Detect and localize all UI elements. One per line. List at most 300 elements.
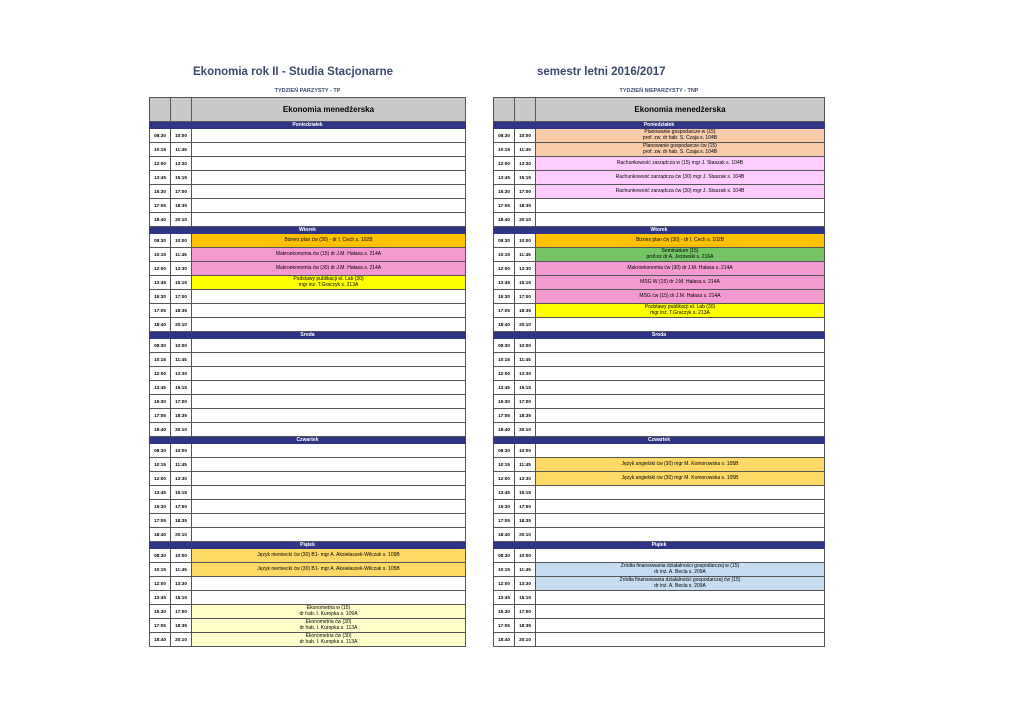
- slot-start-time: 15:30: [150, 500, 171, 514]
- empty-slot: [536, 423, 825, 437]
- time-slot-row: [494, 563, 825, 577]
- class-entry: [536, 129, 825, 143]
- class-entry: [192, 248, 466, 262]
- time-slot-row: [150, 290, 466, 304]
- time-slot-row: [150, 633, 466, 647]
- header-row: [150, 98, 466, 122]
- time-slot-row: [150, 500, 466, 514]
- empty-slot: [192, 395, 466, 409]
- class-entry-line: dr hab. I. Kuropka s. 113A: [299, 624, 358, 631]
- class-entry-line: Planowanie gospodarcze w (15): [644, 128, 716, 135]
- class-entry-line: dr inż. A. Becla s. 209A: [654, 568, 706, 575]
- slot-end-time: 10:00: [515, 549, 536, 563]
- slot-start-time: 08:30: [494, 339, 515, 353]
- slot-start-time: 17:05: [494, 409, 515, 423]
- time-slot-row: [494, 248, 825, 262]
- slot-end-time: 11:45: [515, 248, 536, 262]
- empty-slot: [192, 353, 466, 367]
- schedule-table-even-week: [149, 97, 466, 647]
- day-name: Poniedziałek: [494, 122, 825, 129]
- time-slot-row: [494, 381, 825, 395]
- slot-end-time: 13:30: [515, 262, 536, 276]
- class-entry-line: Ekonometria ćw (30): [305, 618, 352, 625]
- class-entry: [536, 563, 825, 577]
- day-header-row: [150, 122, 466, 129]
- time-slot-row: [150, 619, 466, 633]
- header-row: [494, 98, 825, 122]
- slot-start-time: 13:45: [150, 591, 171, 605]
- time-slot-row: [150, 591, 466, 605]
- empty-slot: [192, 171, 466, 185]
- empty-slot: [536, 605, 825, 619]
- class-entry-line: dr hab. I. Kuropka s. 109A: [299, 610, 358, 617]
- day-name: Czwartek: [494, 437, 825, 444]
- slot-end-time: 13:30: [171, 472, 192, 486]
- time-slot-row: [494, 367, 825, 381]
- time-slot-row: [150, 171, 466, 185]
- class-entry: [536, 577, 825, 591]
- slot-start-time: 10:15: [150, 353, 171, 367]
- time-slot-row: [150, 143, 466, 157]
- slot-end-time: 17:00: [171, 395, 192, 409]
- empty-slot: [192, 500, 466, 514]
- class-entry: [536, 248, 825, 262]
- slot-end-time: 15:15: [171, 591, 192, 605]
- slot-start-time: 13:45: [494, 276, 515, 290]
- empty-slot: [192, 409, 466, 423]
- class-entry-line: Rachunkowość zarządcza ćw (30) mgr J. Staszak s. 104B: [615, 187, 745, 194]
- time-slot-row: [150, 458, 466, 472]
- empty-slot: [536, 381, 825, 395]
- empty-slot: [536, 528, 825, 542]
- slot-end-time: 11:45: [515, 563, 536, 577]
- empty-slot: [192, 129, 466, 143]
- slot-end-time: 20:10: [171, 528, 192, 542]
- empty-slot: [536, 591, 825, 605]
- class-entry: [192, 276, 466, 290]
- slot-end-time: 10:00: [171, 444, 192, 458]
- class-entry: [192, 563, 466, 577]
- slot-end-time: 17:00: [171, 185, 192, 199]
- slot-end-time: 10:00: [515, 444, 536, 458]
- time-slot-row: [150, 563, 466, 577]
- day-header-row: [494, 542, 825, 549]
- day-name: Wtorek: [494, 227, 825, 234]
- day-name: Środa: [150, 332, 466, 339]
- slot-end-time: 13:30: [171, 577, 192, 591]
- slot-end-time: 13:30: [171, 157, 192, 171]
- slot-start-time: 12:00: [494, 577, 515, 591]
- time-slot-row: [494, 633, 825, 647]
- slot-start-time: 17:05: [150, 199, 171, 213]
- empty-slot: [192, 423, 466, 437]
- class-entry: [192, 549, 466, 563]
- class-entry-line: Język niemiecki ćw (30) B1- mgr A. Aksiełaszek-Wilczak s. 109B: [257, 551, 400, 558]
- empty-slot: [192, 486, 466, 500]
- time-slot-row: [150, 353, 466, 367]
- slot-end-time: 17:00: [515, 185, 536, 199]
- slot-end-time: 13:30: [171, 367, 192, 381]
- slot-start-time: 18:40: [150, 633, 171, 647]
- empty-slot: [536, 367, 825, 381]
- slot-end-time: 13:30: [515, 157, 536, 171]
- empty-slot: [536, 199, 825, 213]
- slot-end-time: 18:35: [171, 514, 192, 528]
- time-slot-row: [494, 276, 825, 290]
- class-entry-line: Podstawy publikacji el. Lab (30): [644, 303, 716, 310]
- slot-start-time: 13:45: [150, 276, 171, 290]
- empty-slot: [192, 199, 466, 213]
- empty-slot: [536, 339, 825, 353]
- empty-slot: [536, 318, 825, 332]
- slot-start-time: 18:40: [494, 528, 515, 542]
- class-entry: [536, 472, 825, 486]
- class-entry: [536, 185, 825, 199]
- time-slot-row: [494, 423, 825, 437]
- class-entry-line: Źródła finansowania działalności gospodarczej ćw (15): [619, 576, 741, 583]
- time-slot-row: [494, 500, 825, 514]
- slot-start-time: 18:40: [494, 633, 515, 647]
- slot-end-time: 20:10: [515, 528, 536, 542]
- slot-start-time: 12:00: [494, 262, 515, 276]
- empty-slot: [536, 500, 825, 514]
- slot-end-time: 18:35: [515, 409, 536, 423]
- class-entry: [192, 262, 466, 276]
- class-entry-line: Źródła finansowania działalności gospodarczej w (15): [620, 562, 740, 569]
- slot-start-time: 18:40: [494, 423, 515, 437]
- slot-end-time: 17:00: [515, 290, 536, 304]
- day-header-row: [150, 542, 466, 549]
- slot-end-time: 18:35: [515, 619, 536, 633]
- time-slot-row: [150, 395, 466, 409]
- empty-slot: [192, 185, 466, 199]
- empty-slot: [192, 290, 466, 304]
- slot-end-time: 13:30: [515, 472, 536, 486]
- time-slot-row: [494, 549, 825, 563]
- empty-slot: [192, 339, 466, 353]
- class-entry: [536, 276, 825, 290]
- slot-end-time: 20:10: [515, 633, 536, 647]
- slot-end-time: 11:45: [171, 353, 192, 367]
- day-header-row: [494, 437, 825, 444]
- time-slot-row: [150, 367, 466, 381]
- slot-start-time: 12:00: [494, 367, 515, 381]
- class-entry: [192, 633, 466, 647]
- header-blank-end: [171, 98, 192, 122]
- slot-end-time: 17:00: [171, 290, 192, 304]
- class-entry: [192, 619, 466, 633]
- time-slot-row: [150, 276, 466, 290]
- slot-start-time: 15:30: [494, 395, 515, 409]
- slot-start-time: 18:40: [150, 213, 171, 227]
- time-slot-row: [494, 528, 825, 542]
- class-entry-line: Biznes plan ćw (30) - dr I. Cech s. 102B: [284, 236, 373, 243]
- class-entry-line: dr inż. A. Becla s. 209A: [654, 582, 706, 589]
- class-entry-line: Biznes plan ćw (30) - dr I. Cech s. 102B: [635, 236, 725, 243]
- time-slot-row: [150, 318, 466, 332]
- day-name: Wtorek: [150, 227, 466, 234]
- slot-start-time: 08:30: [150, 549, 171, 563]
- slot-end-time: 20:10: [515, 213, 536, 227]
- schedule-table-odd-week: [493, 97, 825, 647]
- time-slot-row: [150, 213, 466, 227]
- slot-start-time: 08:30: [150, 129, 171, 143]
- empty-slot: [536, 619, 825, 633]
- empty-slot: [192, 304, 466, 318]
- slot-end-time: 17:00: [171, 500, 192, 514]
- slot-end-time: 17:00: [515, 395, 536, 409]
- time-slot-row: [150, 248, 466, 262]
- time-slot-row: [494, 213, 825, 227]
- class-entry-line: mgr inż. T.Graczyk s. 213A: [650, 309, 710, 316]
- class-entry: [536, 304, 825, 318]
- slot-start-time: 17:05: [494, 514, 515, 528]
- slot-end-time: 20:10: [515, 318, 536, 332]
- time-slot-row: [494, 304, 825, 318]
- time-slot-row: [494, 444, 825, 458]
- slot-end-time: 20:10: [171, 213, 192, 227]
- slot-end-time: 15:15: [515, 486, 536, 500]
- slot-end-time: 11:45: [515, 143, 536, 157]
- slot-end-time: 15:15: [515, 171, 536, 185]
- class-entry: [536, 234, 825, 248]
- day-header-row: [494, 332, 825, 339]
- time-slot-row: [494, 472, 825, 486]
- time-slot-row: [150, 339, 466, 353]
- time-slot-row: [150, 234, 466, 248]
- slot-end-time: 20:10: [171, 633, 192, 647]
- header-blank-end: [515, 98, 536, 122]
- day-header-row: [150, 332, 466, 339]
- slot-start-time: 12:00: [494, 157, 515, 171]
- time-slot-row: [494, 290, 825, 304]
- class-entry-line: prof.nz dr A. Jeżowski s. 216A: [646, 253, 714, 260]
- day-header-row: [150, 437, 466, 444]
- time-slot-row: [150, 514, 466, 528]
- time-slot-row: [494, 318, 825, 332]
- slot-end-time: 10:00: [171, 339, 192, 353]
- slot-end-time: 15:15: [171, 381, 192, 395]
- slot-start-time: 15:30: [150, 185, 171, 199]
- day-header-row: [150, 227, 466, 234]
- time-slot-row: [150, 409, 466, 423]
- time-slot-row: [494, 395, 825, 409]
- slot-start-time: 08:30: [494, 549, 515, 563]
- slot-end-time: 10:00: [171, 549, 192, 563]
- time-slot-row: [150, 199, 466, 213]
- time-slot-row: [150, 528, 466, 542]
- slot-start-time: 10:15: [494, 458, 515, 472]
- class-entry-line: Rachunkowość zarządcza w (15) mgr J. Staszak s. 104B: [616, 159, 744, 166]
- slot-end-time: 11:45: [171, 248, 192, 262]
- slot-end-time: 11:45: [515, 458, 536, 472]
- slot-start-time: 18:40: [494, 318, 515, 332]
- slot-end-time: 20:10: [171, 318, 192, 332]
- slot-start-time: 10:15: [494, 143, 515, 157]
- empty-slot: [192, 577, 466, 591]
- slot-end-time: 10:00: [171, 234, 192, 248]
- empty-slot: [192, 143, 466, 157]
- slot-start-time: 10:15: [494, 563, 515, 577]
- time-slot-row: [494, 577, 825, 591]
- slot-start-time: 13:45: [494, 381, 515, 395]
- slot-start-time: 17:05: [150, 304, 171, 318]
- class-entry-line: Makroekonomia ćw (30) dr J.M. Hałasa s. 214A: [275, 264, 382, 271]
- class-entry-line: Seminarium (15): [661, 247, 699, 254]
- class-entry: [536, 171, 825, 185]
- slot-end-time: 11:45: [171, 143, 192, 157]
- time-slot-row: [494, 185, 825, 199]
- time-slot-row: [494, 409, 825, 423]
- class-entry-line: Język angielski ćw (30) mgr M. Komorowska s. 105B: [621, 474, 739, 481]
- class-entry-line: Makroekonomia ćw (30) dr J.M. Hałasa s. 214A: [627, 264, 733, 271]
- class-entry: [536, 157, 825, 171]
- time-slot-row: [494, 605, 825, 619]
- time-slot-row: [494, 143, 825, 157]
- class-entry-line: Makroekonomia ćw (15) dr J.M. Hałasa s. 214A: [275, 250, 382, 257]
- empty-slot: [536, 395, 825, 409]
- slot-end-time: 15:15: [171, 276, 192, 290]
- slot-start-time: 18:40: [150, 423, 171, 437]
- slot-start-time: 12:00: [150, 262, 171, 276]
- slot-start-time: 15:30: [150, 290, 171, 304]
- slot-end-time: 10:00: [515, 339, 536, 353]
- slot-end-time: 13:30: [515, 367, 536, 381]
- slot-start-time: 08:30: [150, 339, 171, 353]
- time-slot-row: [150, 304, 466, 318]
- left-title: Ekonomia rok II - Studia Stacjonarne: [193, 66, 394, 78]
- slot-start-time: 15:30: [494, 605, 515, 619]
- slot-end-time: 18:35: [171, 199, 192, 213]
- slot-end-time: 17:00: [515, 500, 536, 514]
- day-name: Piątek: [494, 542, 825, 549]
- slot-end-time: 18:35: [171, 304, 192, 318]
- time-slot-row: [494, 339, 825, 353]
- slot-end-time: 18:35: [171, 409, 192, 423]
- slot-end-time: 10:00: [171, 129, 192, 143]
- slot-start-time: 13:45: [150, 171, 171, 185]
- class-entry-line: Podstawy publikacji el. Lab (30): [293, 275, 364, 282]
- empty-slot: [536, 549, 825, 563]
- empty-slot: [192, 444, 466, 458]
- time-slot-row: [494, 129, 825, 143]
- slot-start-time: 10:15: [494, 248, 515, 262]
- time-slot-row: [150, 185, 466, 199]
- time-slot-row: [150, 423, 466, 437]
- empty-slot: [536, 409, 825, 423]
- time-slot-row: [150, 381, 466, 395]
- slot-end-time: 15:15: [171, 171, 192, 185]
- class-entry-line: Ekonometria ćw (30): [305, 632, 352, 639]
- header-blank-start: [494, 98, 515, 122]
- empty-slot: [536, 213, 825, 227]
- slot-start-time: 13:45: [494, 171, 515, 185]
- slot-end-time: 20:10: [171, 423, 192, 437]
- empty-slot: [192, 381, 466, 395]
- slot-end-time: 18:35: [515, 199, 536, 213]
- class-entry: [536, 290, 825, 304]
- slot-start-time: 15:30: [494, 500, 515, 514]
- slot-end-time: 15:15: [515, 381, 536, 395]
- slot-start-time: 10:15: [494, 353, 515, 367]
- class-entry: [192, 605, 466, 619]
- time-slot-row: [150, 262, 466, 276]
- slot-end-time: 18:35: [171, 619, 192, 633]
- class-entry-line: prof. zw. dr hab. S. Czaja s. 104B: [642, 134, 718, 141]
- slot-start-time: 08:30: [494, 444, 515, 458]
- slot-end-time: 13:30: [515, 577, 536, 591]
- day-name: Poniedziałek: [150, 122, 466, 129]
- time-slot-row: [150, 472, 466, 486]
- slot-start-time: 15:30: [494, 185, 515, 199]
- empty-slot: [192, 458, 466, 472]
- time-slot-row: [150, 486, 466, 500]
- slot-end-time: 20:10: [515, 423, 536, 437]
- slot-start-time: 10:15: [150, 143, 171, 157]
- class-entry: [536, 262, 825, 276]
- time-slot-row: [494, 234, 825, 248]
- slot-start-time: 12:00: [494, 472, 515, 486]
- day-name: Piątek: [150, 542, 466, 549]
- slot-end-time: 11:45: [171, 458, 192, 472]
- time-slot-row: [150, 157, 466, 171]
- program-column-header: Ekonomia menedżerska: [192, 98, 466, 122]
- slot-start-time: 10:15: [150, 563, 171, 577]
- slot-start-time: 17:05: [494, 619, 515, 633]
- class-entry-line: Język niemiecki ćw (30) B1- mgr A. Aksiełaszek-Wilczak s. 105B: [257, 565, 400, 572]
- slot-end-time: 17:00: [515, 605, 536, 619]
- slot-start-time: 08:30: [150, 444, 171, 458]
- header-blank-start: [150, 98, 171, 122]
- slot-end-time: 11:45: [515, 353, 536, 367]
- time-slot-row: [494, 353, 825, 367]
- slot-start-time: 17:05: [150, 409, 171, 423]
- slot-end-time: 11:45: [171, 563, 192, 577]
- slot-start-time: 12:00: [150, 367, 171, 381]
- class-entry-line: Rachunkowość zarządcza ćw (30) mgr J. Staszak s. 104B: [615, 173, 745, 180]
- time-slot-row: [494, 619, 825, 633]
- day-header-row: [494, 122, 825, 129]
- slot-end-time: 10:00: [515, 129, 536, 143]
- time-slot-row: [150, 577, 466, 591]
- class-entry-line: Ekonometria w (15): [306, 604, 351, 611]
- slot-end-time: 10:00: [515, 234, 536, 248]
- time-slot-row: [150, 129, 466, 143]
- slot-start-time: 13:45: [494, 486, 515, 500]
- day-name: Środa: [494, 332, 825, 339]
- empty-slot: [192, 472, 466, 486]
- empty-slot: [192, 514, 466, 528]
- slot-start-time: 12:00: [150, 472, 171, 486]
- class-entry: [536, 458, 825, 472]
- day-header-row: [494, 227, 825, 234]
- slot-start-time: 17:05: [150, 514, 171, 528]
- slot-end-time: 15:15: [515, 276, 536, 290]
- time-slot-row: [494, 199, 825, 213]
- class-entry-line: MSG ćw (15) dr J.M. Hałasa s. 214A: [639, 292, 721, 299]
- time-slot-row: [494, 458, 825, 472]
- slot-start-time: 18:40: [150, 318, 171, 332]
- slot-start-time: 18:40: [150, 528, 171, 542]
- time-slot-row: [150, 605, 466, 619]
- empty-slot: [192, 318, 466, 332]
- slot-start-time: 08:30: [494, 234, 515, 248]
- empty-slot: [536, 353, 825, 367]
- slot-start-time: 13:45: [150, 486, 171, 500]
- slot-end-time: 18:35: [515, 304, 536, 318]
- program-column-header: Ekonomia menedżerska: [536, 98, 825, 122]
- time-slot-row: [494, 171, 825, 185]
